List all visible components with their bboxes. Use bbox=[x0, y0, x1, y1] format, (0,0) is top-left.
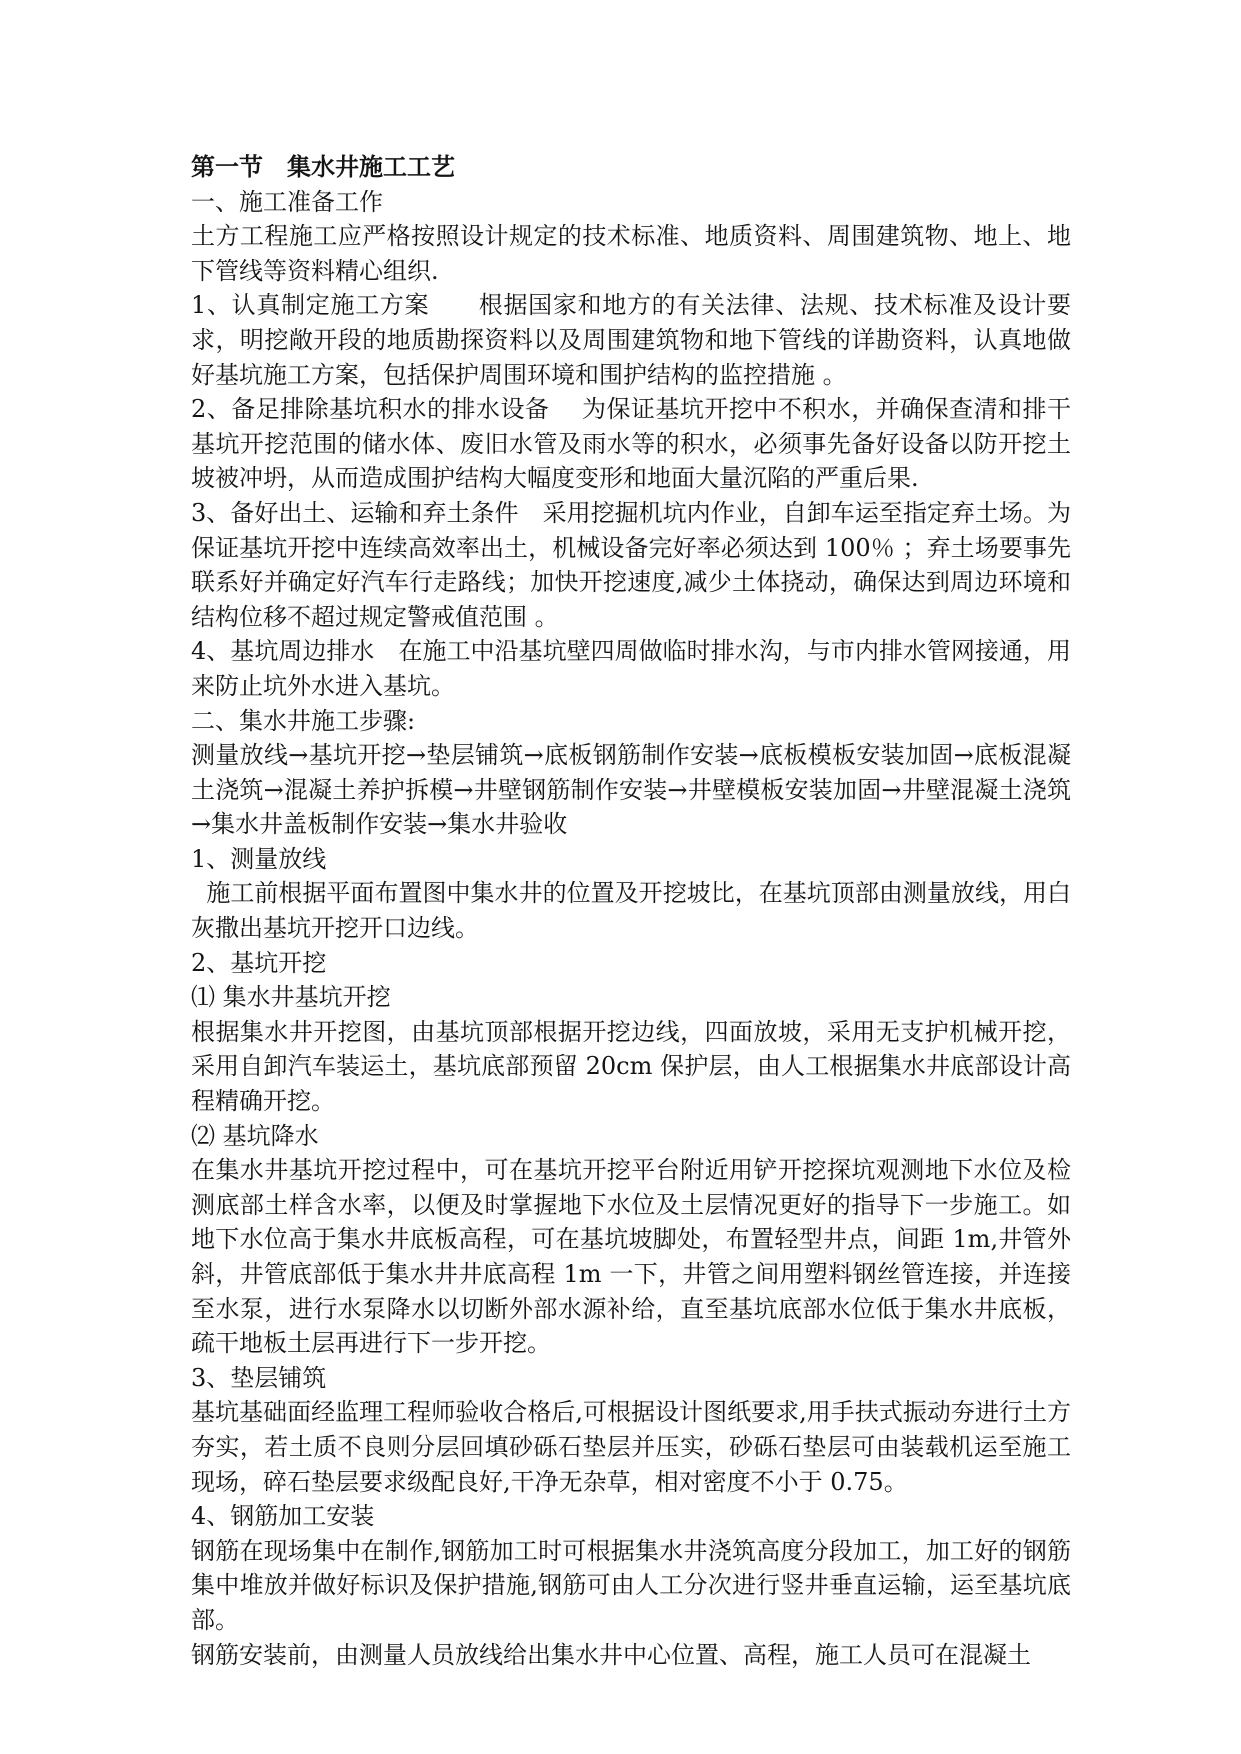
section-title: 第一节 集水井施工工艺 bbox=[191, 152, 455, 181]
heading-preparation: 一、施工准备工作 bbox=[191, 187, 383, 216]
heading-steps: 二、集水井施工步骤: bbox=[191, 706, 416, 735]
paragraph: 1、认真制定施工方案 根据国家和地方的有关法律、法规、技术标准及设计要求，明挖敞开段的地质勘探资料以及周围建筑物和地下管线的详勘资料，认真地做好基坑施工方案，包括保护周围环境和围护结构的监控措施 。 bbox=[191, 291, 1071, 389]
paragraph: 根据集水井开挖图，由基坑顶部根据开挖边线，四面放坡，采用无支护机械开挖，采用自卸汽车装运土，基坑底部预留 20cm 保护层，由人工根据集水井底部设计高程精确开挖。 bbox=[191, 1017, 1071, 1116]
subheading: ⑴ 集水井基坑开挖 bbox=[191, 983, 391, 1012]
paragraph: 基坑基础面经监理工程师验收合格后,可根据设计图纸要求,用手扶式振动夯进行土方夯实，若土质不良则分层回填砂砾石垫层并压实，砂砾石垫层可由装载机运至施工现场，碎石垫层要求级配良好,干净无杂草，相对密度不小于 0.75。 bbox=[191, 1398, 1071, 1496]
subheading: 3、垫层铺筑 bbox=[191, 1363, 327, 1392]
paragraph: 4、基坑周边排水 在施工中沿基坑壁四周做临时排水沟，与市内排水管网接通，用来防止坑外水进入基坑。 bbox=[191, 637, 1071, 700]
subheading: ⑵ 基坑降水 bbox=[191, 1121, 319, 1150]
process-flow: 测量放线→基坑开挖→垫层铺筑→底板钢筋制作安装→底板模板安装加固→底板混凝土浇筑→混凝土养护拆模→井壁钢筋制作安装→井壁模板安装加固→井壁混凝土浇筑→集水井盖板制作安装→集水井验收 bbox=[191, 741, 1071, 839]
subheading: 4、钢筋加工安装 bbox=[191, 1502, 375, 1531]
paragraph: 钢筋在现场集中在制作,钢筋加工时可根据集水井浇筑高度分段加工，加工好的钢筋集中堆放并做好标识及保护措施,钢筋可由人工分次进行竖井垂直运输，运至基坑底部。 bbox=[191, 1536, 1071, 1634]
paragraph: 施工前根据平面布置图中集水井的位置及开挖坡比，在基坑顶部由测量放线，用白灰撒出基坑开挖开口边线。 bbox=[191, 879, 1072, 943]
paragraph: 2、备足排除基坑积水的排水设备 为保证基坑开挖中不积水，并确保查清和排干基坑开挖范围的储水体、废旧水管及雨水等的积水，必须事先备好设备以防开挖土坡被冲坍，从而造成围护结构大幅度变形和地面大量沉陷的严重后果. bbox=[191, 395, 1071, 493]
paragraph: 在集水井基坑开挖过程中，可在基坑开挖平台附近用铲开挖探坑观测地下水位及检测底部土样含水率，以便及时掌握地下水位及土层情况更好的指导下一步施工。如地下水位高于集水井底板高程，可在基坑坡脚处，布置轻型井点，间距 1m,井管外斜，井管底部低于集水井井底高程 1m 一下，井管之间用塑料钢丝管连接，并连接至水泵，进行水泵降水以切断外部水源补给，直至基坑底部水位低于集水井底板，疏干地板土层再进行下一步开挖。 bbox=[191, 1156, 1071, 1358]
paragraph: 3、备好出土、运输和弃土条件 采用挖掘机坑内作业，自卸车运至指定弃土场。为保证基坑开挖中连续高效率出土，机械设备完好率必须达到 100％ ；弃土场要事先联系好并确定好汽车行走路线；加快开挖速度,减少土体挠动，确保达到周边环境和结构位移不超过规定警戒值范围 。 bbox=[191, 498, 1071, 631]
document-body bbox=[191, 150, 1071, 1672]
paragraph: 钢筋安装前，由测量人员放线给出集水井中心位置、高程，施工人员可在混凝土 bbox=[191, 1640, 1031, 1669]
subheading: 2、基坑开挖 bbox=[191, 948, 327, 977]
subheading: 1、测量放线 bbox=[191, 844, 327, 873]
paragraph: 土方工程施工应严格按照设计规定的技术标准、地质资料、周围建筑物、地上、地下管线等资料精心组织. bbox=[191, 222, 1071, 285]
